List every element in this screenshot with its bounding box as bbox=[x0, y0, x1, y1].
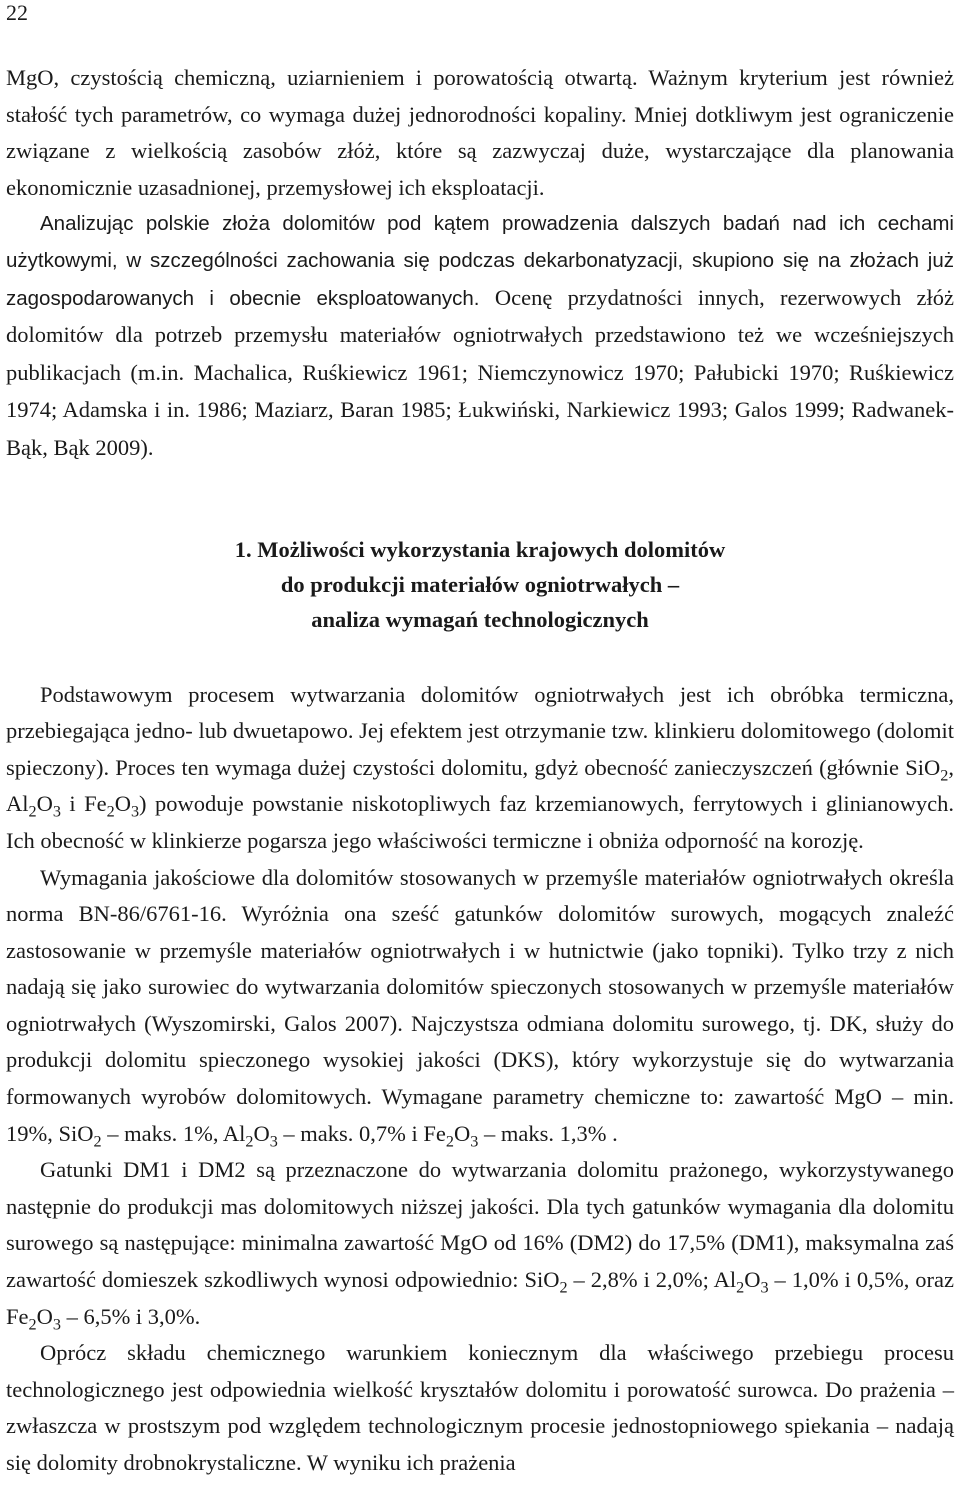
subscript: 2 bbox=[28, 1315, 37, 1334]
page-number: 22 bbox=[6, 0, 28, 25]
subscript: 3 bbox=[269, 1132, 278, 1151]
text-run: i Fe bbox=[60, 791, 107, 817]
text-run: – 1,0% i 0,5%, oraz Fe bbox=[6, 1267, 954, 1329]
text-run: O bbox=[114, 791, 131, 817]
section-paragraph-4: Oprócz składu chemicznego warunkiem koniecznym dla właściwego przebiegu procesu technologicznego jest odpowiednia wielkość kryształów dolomitu i porowatość surowca. Do prażenia – zwłaszcza w prostszym pod względem technologicznym procesie jednostopniowego spiekania – nadają się dolomity drobnokrystaliczne. W wyniku ich prażenia bbox=[6, 1340, 954, 1475]
text-run: O bbox=[36, 791, 53, 817]
text-run: Wymagania jakościowe dla dolomitów stosowanych w przemyśle materiałów ogniotrwałych określa norma BN-86/6761-16. Wyróżnia ona sześć gatunków dolomitów surowych, mogących znaleźć zastosowanie w przemyśle materiałów ogniotrwałych i w hutnictwie (jako topniki). Tylko trzy z nich nadają się jako surowiec do wytwarzania dolomitów spieczonych stosowanych w przemyśle materiałów ogniotrwałych (Wyszomirski, Galos 2007). Najczystsza odmiana dolomitu surowego, tj. DK, służy do produkcji dolomitu spieczonego wysokiej jakości (DKS), który wykorzystuje się do wytwarzania formowanych wyrobów dolomitowych. Wymagane parametry chemiczne to: zawartość MgO – min. 19%, SiO bbox=[6, 864, 954, 1146]
subscript: 3 bbox=[760, 1278, 769, 1297]
section-heading-line-3: analiza wymagań technologicznych bbox=[311, 606, 649, 632]
text-run: – 2,8% i 2,0%; Al bbox=[567, 1267, 737, 1293]
subscript: 3 bbox=[470, 1132, 479, 1151]
text-run: – maks. 1%, Al bbox=[101, 1120, 246, 1146]
subscript: 2 bbox=[106, 802, 115, 821]
subscript: 2 bbox=[445, 1132, 455, 1151]
section-heading-line-1: 1. Możliwości wykorzystania krajowych dolomitów bbox=[234, 536, 726, 562]
text-run: – 6,5% i 3,0%. bbox=[60, 1303, 201, 1329]
section-heading bbox=[6, 532, 954, 637]
intro-paragraph-2-references: Ocenę przydatności innych, rezerwowych złóż dolomitów dla potrzeb przemysłu materiałów ogniotrwałych przedstawiono też we wcześniejszych publikacjach (m.in. Machalica, Ruśkiewicz 1961; Niemczynowicz 1970; Pałubicki 1970; Ruśkiewicz 1974; Adamska i in. 1986; Maziarz, Baran 1985; Łukwiński, Narkiewicz 1993; Galos 1999; Radwanek-Bąk, Bąk 2009). bbox=[6, 284, 954, 460]
text-run: O bbox=[253, 1120, 270, 1146]
page-content bbox=[6, 60, 954, 1482]
text-run: Podstawowym procesem wytwarzania dolomitów ogniotrwałych jest ich obróbka termiczna, przebiegająca jedno- lub dwuetapowo. Jej efektem jest otrzymanie tzw. klinkieru dolomitowego (dolomit spieczony). Proces ten wymaga dużej czystości dolomitu, gdyż obecność zanieczyszczeń (głównie SiO bbox=[6, 681, 954, 780]
subscript: 2 bbox=[28, 802, 37, 821]
subscript: 2 bbox=[940, 766, 949, 785]
text-run: – maks. 1,3% . bbox=[478, 1120, 618, 1146]
text-run: , Al bbox=[6, 754, 954, 817]
subscript: 3 bbox=[52, 802, 61, 821]
text-run: O bbox=[36, 1303, 53, 1329]
text-run: ) powoduje powstanie niskotopliwych faz krzemianowych, ferrytowych i glinianowych. Ich obecność w klinkierze pogarsza jego właściwości termiczne i obniża odporność na korozję. bbox=[6, 791, 954, 853]
subscript: 2 bbox=[559, 1278, 568, 1297]
text-run: – maks. 0,7% i Fe bbox=[277, 1120, 446, 1146]
section-paragraph-2 bbox=[6, 860, 954, 1153]
section-paragraph-3 bbox=[6, 1152, 954, 1335]
subscript: 2 bbox=[736, 1278, 745, 1297]
subscript: 3 bbox=[52, 1315, 61, 1334]
intro-paragraph-2 bbox=[6, 206, 954, 467]
intro-paragraph-1: MgO, czystością chemiczną, uziarnieniem i porowatością otwartą. Ważnym kryterium jest również stałość tych parametrów, co wymaga dużej jednorodności kopaliny. Mniej dotkliwym jest ograniczenie związane z wielkością zasobów złóż, które są zazwyczaj duże, wystarczające dla planowania ekonomicznie uzasadnionej, przemysłowej ich eksploatacji. bbox=[6, 65, 954, 200]
subscript: 3 bbox=[130, 802, 140, 821]
text-run: O bbox=[454, 1120, 471, 1146]
section-paragraph-1 bbox=[6, 677, 954, 860]
intro-paragraph-2-text: Analizując polskie złoża dolomitów pod kątem prowadzenia dalszych badań nad ich cechami użytkowymi, w szczególności zachowania się podczas dekarbonatyzacji, skupiono się na złożach już zagospodarowanych i obecnie eksploatowanych. bbox=[6, 212, 954, 310]
section-heading-line-2: do produkcji materiałów ogniotrwałych – bbox=[280, 571, 680, 597]
text-run: Gatunki DM1 i DM2 są przeznaczone do wytwarzania dolomitu prażonego, wykorzystywanego następnie do produkcji mas dolomitowych niższej jakości. Dla tych gatunków wymagania dla dolomitu surowego są następujące: minimalna zawartość MgO od 16% (DM2) do 17,5% (DM1), maksymalna zaś zawartość domieszek szkodliwych wynosi odpowiednio: SiO bbox=[6, 1157, 954, 1293]
subscript: 2 bbox=[93, 1132, 102, 1151]
subscript: 2 bbox=[245, 1132, 254, 1151]
text-run: O bbox=[744, 1267, 761, 1293]
